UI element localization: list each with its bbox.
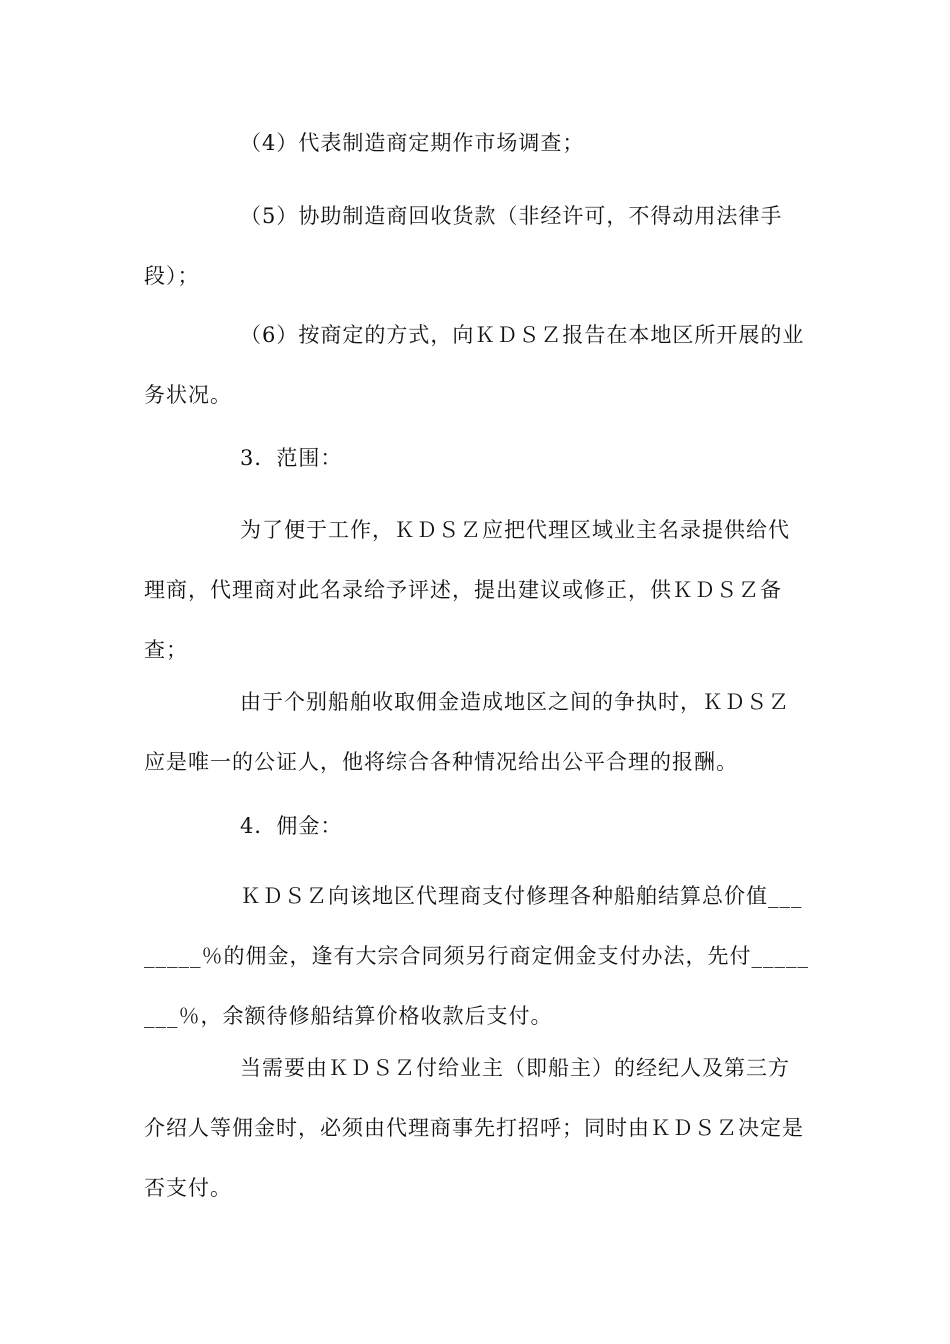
paragraph-scope-dispute: 由于个别船舶收取佣金造成地区之间的争执时，ＫＤＳＺ应是唯一的公证人，他将综合各种情况给出公平合理的报酬。 bbox=[144, 690, 790, 774]
section-heading-scope: 3．范围： bbox=[240, 446, 343, 470]
paragraph-item-6: （6）按商定的方式，向ＫＤＳＺ报告在本地区所开展的业务状况。 bbox=[144, 323, 805, 407]
paragraph-commission-rate: ＫＤＳＺ向该地区代理商支付修理各种船舶结算总价值________％的佣金，逢有大宗合同须另行商定佣金支付办法，先付________％，余额待修船结算价格收款后支付。 bbox=[144, 884, 809, 1028]
section-heading-commission: 4．佣金： bbox=[240, 814, 343, 838]
paragraph-scope-directory: 为了便于工作，ＫＤＳＺ应把代理区域业主名录提供给代理商，代理商对此名录给予评述，提出建议或修正，供ＫＤＳＺ备查； bbox=[144, 518, 790, 662]
paragraph-item-4: （4）代表制造商定期作市场调查； bbox=[240, 131, 585, 155]
paragraph-commission-third-party: 当需要由ＫＤＳＺ付给业主（即船主）的经纪人及第三方介绍人等佣金时，必须由代理商事先打招呼；同时由ＫＤＳＺ决定是否支付。 bbox=[144, 1056, 804, 1200]
paragraph-item-5: （5）协助制造商回收货款（非经许可，不得动用法律手段）； bbox=[144, 204, 783, 288]
